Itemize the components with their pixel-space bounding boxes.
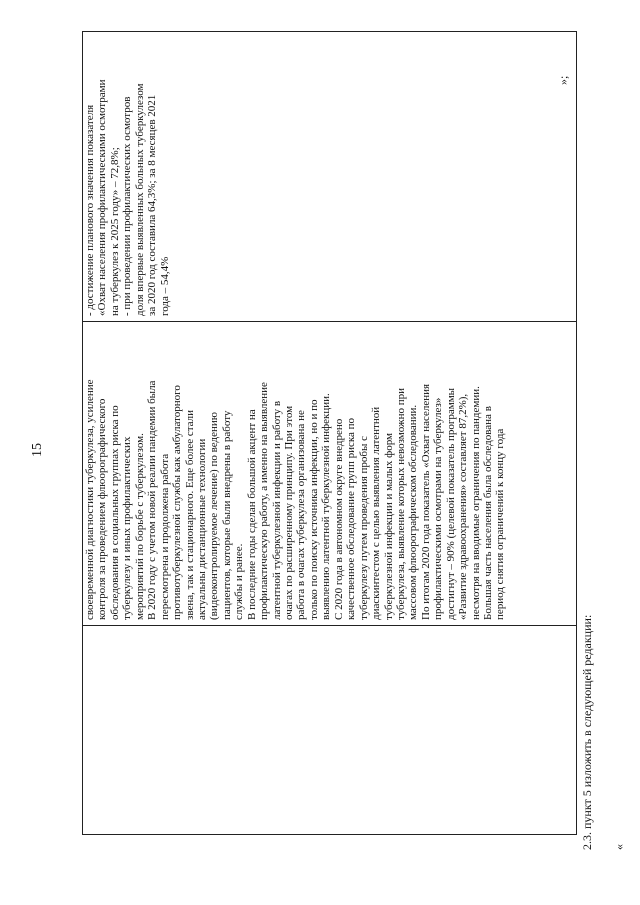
text-line: латентной туберкулезной инфекции и работу в bbox=[270, 400, 283, 620]
text-line: туберкулезу путем проведения пробы с bbox=[357, 435, 370, 620]
text-line: - при проведении профилактических осмотров bbox=[121, 96, 134, 316]
text-line: на туберкулез к 2025 году» – 72,8%; bbox=[108, 147, 121, 316]
text-line: В 2020 году с учетом новой реалии пандемии была bbox=[146, 380, 159, 620]
text-line: доля впервые выявленных больных туберкулезом bbox=[133, 83, 146, 316]
text-line: несмотря на вводимые ограничения по пандемии. bbox=[469, 386, 482, 620]
table-cell-description bbox=[83, 322, 577, 626]
text-line: пациентов, которые были внедрены в работу bbox=[220, 410, 233, 620]
text-line: актуальны дистанционные технологии bbox=[195, 438, 208, 620]
text-line: В последние годы сделан большой акцент на bbox=[245, 409, 258, 620]
document-table bbox=[82, 31, 577, 835]
text-line: «Развитие здравоохранения» составляет 87,2%), bbox=[457, 393, 470, 620]
text-line: массовом флюорографическом обследовании. bbox=[407, 404, 420, 620]
text-line: очагах по расширенному принципу. При этом bbox=[283, 405, 295, 620]
closing-quote: »; bbox=[556, 75, 570, 85]
text-line: за 2020 год составила 64,3%; за 8 месяцев 2021 bbox=[146, 94, 159, 316]
description-text bbox=[84, 327, 507, 620]
text-line: - достижение планового значения показателя bbox=[84, 104, 96, 316]
instruction-text: 2.3. пункт 5 изложить в следующей редакции: bbox=[580, 614, 594, 850]
text-line: обследования в социальных группах риска по bbox=[108, 405, 121, 620]
text-line: работа в очагах туберкулеза организована не bbox=[295, 410, 308, 620]
text-line: звена, так и стационарного. Еще более стали bbox=[183, 409, 196, 620]
text-line: противотуберкулезной службы как амбулаторного bbox=[171, 385, 184, 620]
text-line: профилактическими осмотрами на туберкулез» bbox=[432, 397, 445, 620]
text-line: года – 54,4% bbox=[158, 256, 171, 316]
text-line: только по поиску источника инфекции, но и по bbox=[307, 399, 320, 620]
text-line: период снятия ограничений к концу года bbox=[494, 428, 507, 620]
text-line: С 2020 года в автономном округе внедрено bbox=[332, 418, 345, 620]
text-line: туберкулезной инфекции и малых форм bbox=[382, 432, 395, 620]
text-line: туберкулезу и иных профилактических bbox=[121, 436, 134, 620]
opening-quote: « bbox=[612, 844, 626, 850]
text-line: По итогам 2020 года показатель «Охват населения bbox=[419, 383, 432, 620]
text-line: диаскинтестом с целью выявления латентной bbox=[370, 406, 383, 620]
text-line: достигнут – 90% (целевой показатель программы bbox=[444, 387, 457, 620]
text-line: Большая часть населения была обследована в bbox=[482, 406, 494, 620]
indicators-text bbox=[84, 37, 171, 316]
text-line: службы и ранее. bbox=[233, 543, 246, 620]
text-line: качественное обследование групп риска по bbox=[345, 417, 358, 620]
table-row bbox=[83, 32, 577, 835]
table-cell-empty bbox=[83, 626, 577, 835]
table-cell-indicators bbox=[83, 32, 577, 322]
text-line: выявлению латентной туберкулезной инфекции. bbox=[320, 393, 333, 620]
text-line: пересмотрена и продолжена работа bbox=[158, 453, 171, 620]
text-line: контроля за проведением флюорографического bbox=[96, 398, 109, 620]
text-line: профилактическую работу, а именно на выявление bbox=[258, 382, 271, 620]
text-line: (видеоконтролируемое лечение) по ведению bbox=[208, 412, 221, 620]
text-line: своевременной диагностики туберкулеза, усиление bbox=[84, 379, 96, 620]
text-line: мероприятий по борьбе с туберкулезом. bbox=[133, 433, 146, 620]
text-line: туберкулеза, выявление которых невозможно при bbox=[394, 388, 407, 620]
page-number: 15 bbox=[30, 443, 45, 457]
text-line: «Охват населения профилактическими осмотрами bbox=[96, 79, 109, 316]
